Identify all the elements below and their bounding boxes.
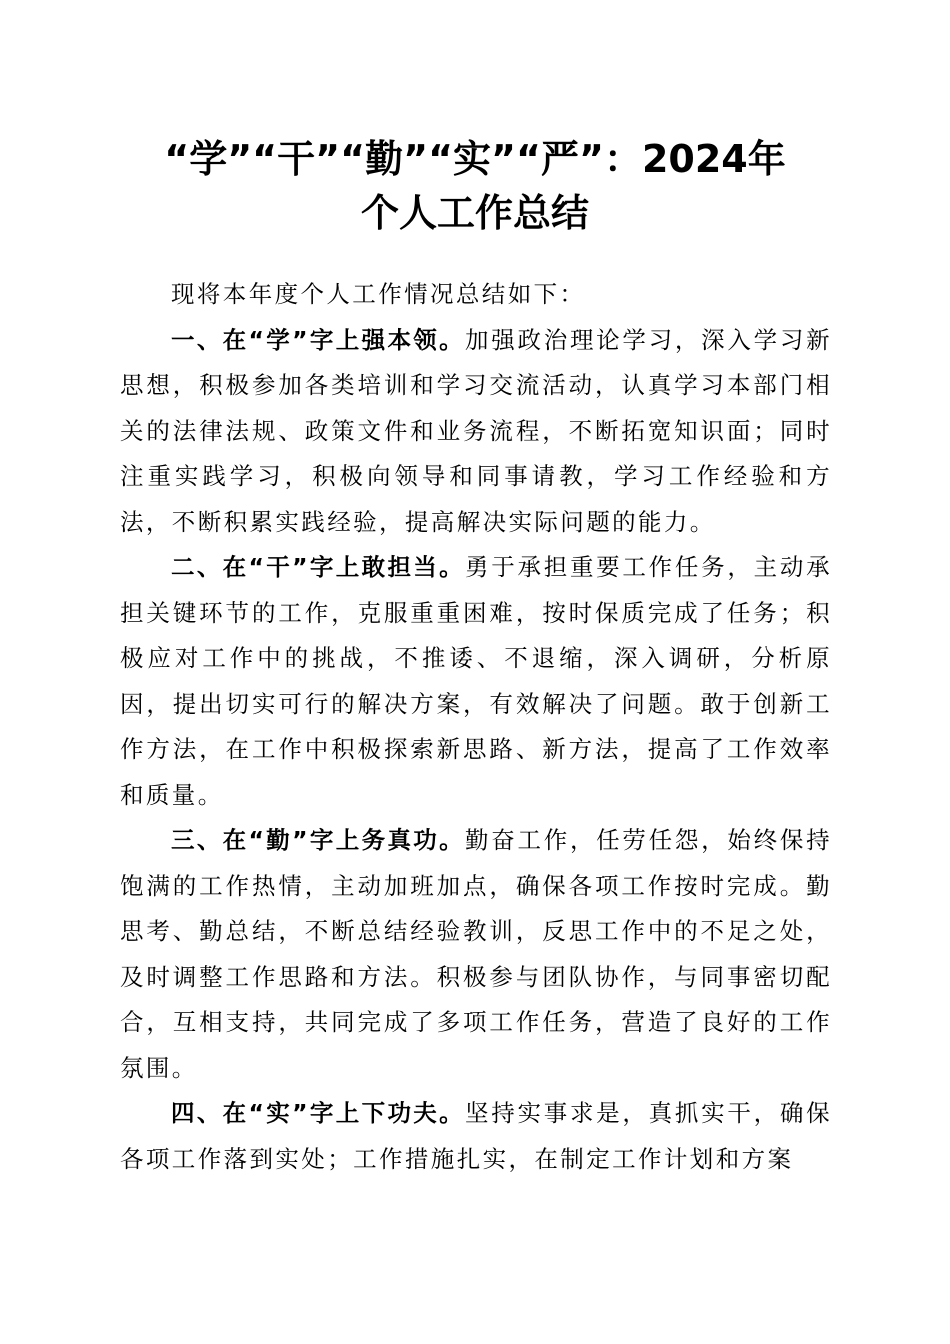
title-line-1: “学”“干”“勤”“实”“严”：2024年 — [164, 137, 786, 181]
section-text-3: 勤奋工作，任劳任怨，始终保持饱满的工作热情，主动加班加点，确保各项工作按时完成。勤思考、勤总结，不断总结经验教训，反思工作中的不足之处，及时调整工作思路和方法。积极参与团队协作，与同事密切配合，互相支持，共同完成了多项工作任务，营造了良好的工作氛围。 — [120, 826, 833, 1082]
section-text-2: 勇于承担重要工作任务，主动承担关键环节的工作，克服重重困难，按时保质完成了任务；积极应对工作中的挑战，不推诿、不退缩，深入调研，分析原因，提出切实可行的解决方案，有效解决了问题。敢于创新工作方法，在工作中积极探索新思路、新方法，提高了工作效率和质量。 — [120, 553, 833, 809]
section-text-1: 加强政治理论学习，深入学习新思想，积极参加各类培训和学习交流活动，认真学习本部门相关的法律法规、政策文件和业务流程，不断拓宽知识面；同时注重实践学习，积极向领导和同事请教，学习工作经验和方法，不断积累实践经验，提高解决实际问题的能力。 — [120, 325, 833, 536]
title-line-2: 个人工作总结 — [360, 191, 589, 235]
section-paragraph-2 — [120, 545, 832, 818]
document-title — [100, 132, 850, 240]
section-heading-4: 四、在“实”字上下功夫。 — [171, 1099, 465, 1127]
intro-paragraph: 现将本年度个人工作情况总结如下： — [171, 280, 586, 308]
section-paragraph-3 — [120, 818, 832, 1091]
document-body — [120, 272, 832, 1182]
section-text-4: 坚持实事求是，真抓实干，确保各项工作落到实处；工作措施扎实，在制定工作计划和方案 — [120, 1099, 833, 1173]
section-paragraph-1 — [120, 318, 832, 546]
section-heading-1: 一、在“学”字上强本领。 — [171, 325, 465, 354]
section-paragraph-4 — [120, 1091, 832, 1182]
section-heading-3: 三、在“勤”字上务真功。 — [171, 826, 465, 854]
section-heading-2: 二、在“干”字上敢担当。 — [171, 553, 465, 581]
